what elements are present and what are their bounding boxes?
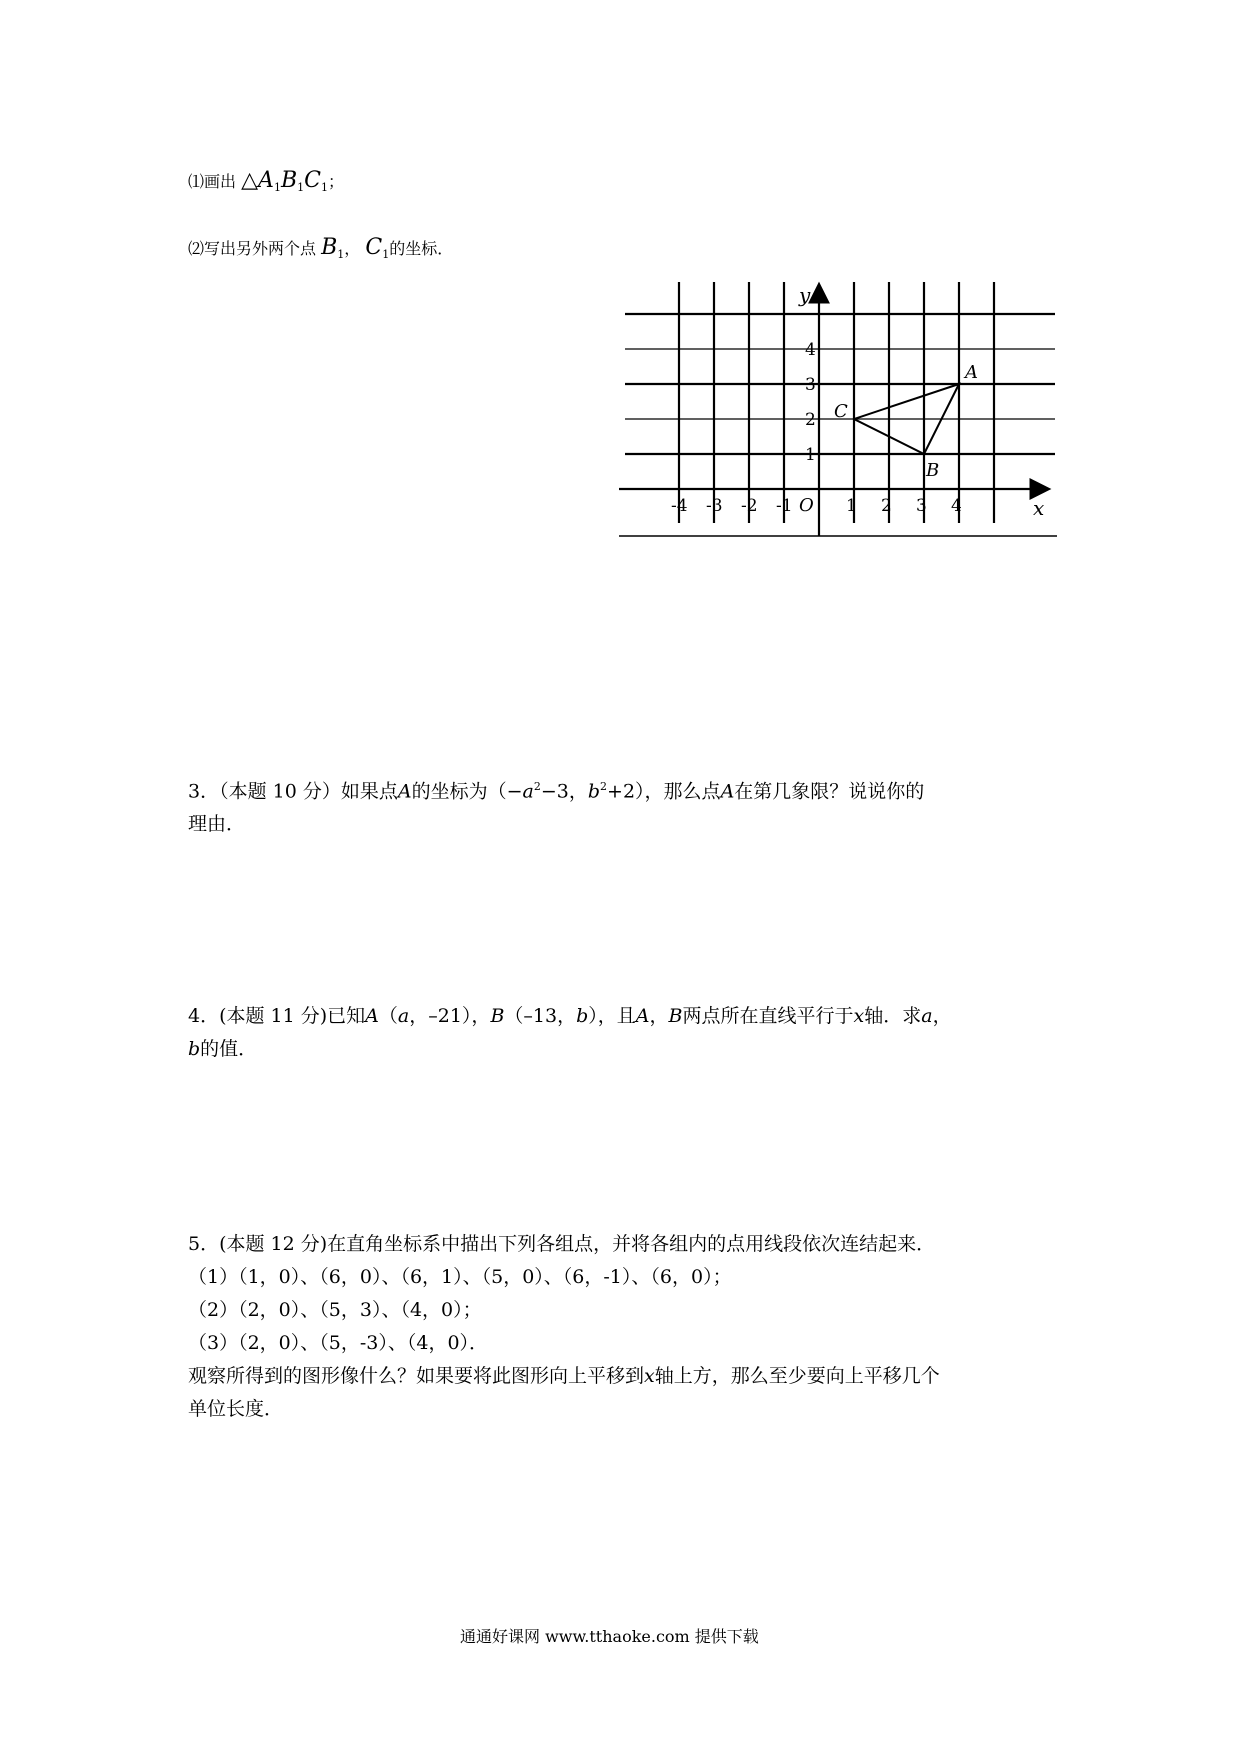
part2-line: ⑵写出另外两个点 $B_1$， $C_1$的坐标． — [188, 235, 454, 262]
part1-line: ⑴画出 $\triangle A_1B_1C_1$； — [188, 168, 344, 195]
grid-labels — [671, 283, 1044, 520]
q5-line2: （1）（1，0）、（6，0）、（6，1）、（5，0）、（6，-1）、（6，0）； — [188, 1266, 732, 1288]
y-tick-label: 1 — [805, 445, 816, 465]
x-tick-label: 2 — [881, 496, 892, 516]
y-tick-label: 4 — [805, 340, 816, 360]
q4-line2: b的值． — [188, 1038, 258, 1060]
y-axis-label: y — [799, 283, 811, 307]
q5-line4: （3）（2，0）、（5，-3）、（4，0）． — [188, 1332, 489, 1354]
x-tick-label: -4 — [671, 496, 688, 516]
x-tick-label: -1 — [776, 496, 793, 516]
q3-line1: 3．（本题 10 分）如果点A的坐标为（$-a^2-3$，$b^2+2$），那么点A在第几象限？说说你的 — [188, 780, 925, 803]
q5-line1: 5．(本题 12 分)在直角坐标系中描出下列各组点，并将各组内的点用线段依次连结起来． — [188, 1233, 936, 1255]
question-5 — [188, 1228, 940, 1426]
q4-line1: 4．(本题 11 分)已知A（a，–21），B（–13，b），且A，B两点所在直线平行于x轴．求a， — [188, 1005, 952, 1027]
question-3 — [188, 770, 924, 841]
triangle-symbol: △ — [241, 168, 259, 193]
point-label-c: C — [834, 401, 848, 422]
point-label-a: A — [965, 362, 978, 383]
page-footer: 通通好课网 www.tthaoke.com 提供下载 — [460, 1627, 759, 1646]
x-tick-label: -2 — [741, 496, 758, 516]
x-tick-label: -3 — [706, 496, 723, 516]
q5-line5: 观察所得到的图形像什么？如果要将此图形向上平移到x轴上方，那么至少要向上平移几个 — [188, 1365, 940, 1387]
q5-line3: （2）（2，0）、（5，3）、（4，0）； — [188, 1299, 482, 1321]
x-axis-label: x — [1033, 496, 1045, 520]
point-label-b: B — [926, 460, 940, 481]
question-4 — [188, 1000, 952, 1066]
x-tick-label: 1 — [846, 496, 857, 516]
y-tick-label: 3 — [805, 375, 816, 395]
origin-label: O — [799, 495, 814, 516]
q5-line6: 单位长度． — [188, 1398, 284, 1420]
coordinate-grid-figure — [615, 278, 1060, 543]
y-tick-label: 2 — [805, 410, 816, 430]
x-tick-label: 4 — [951, 496, 962, 516]
x-tick-label: 3 — [916, 496, 927, 516]
q3-line2: 理由． — [188, 813, 246, 836]
